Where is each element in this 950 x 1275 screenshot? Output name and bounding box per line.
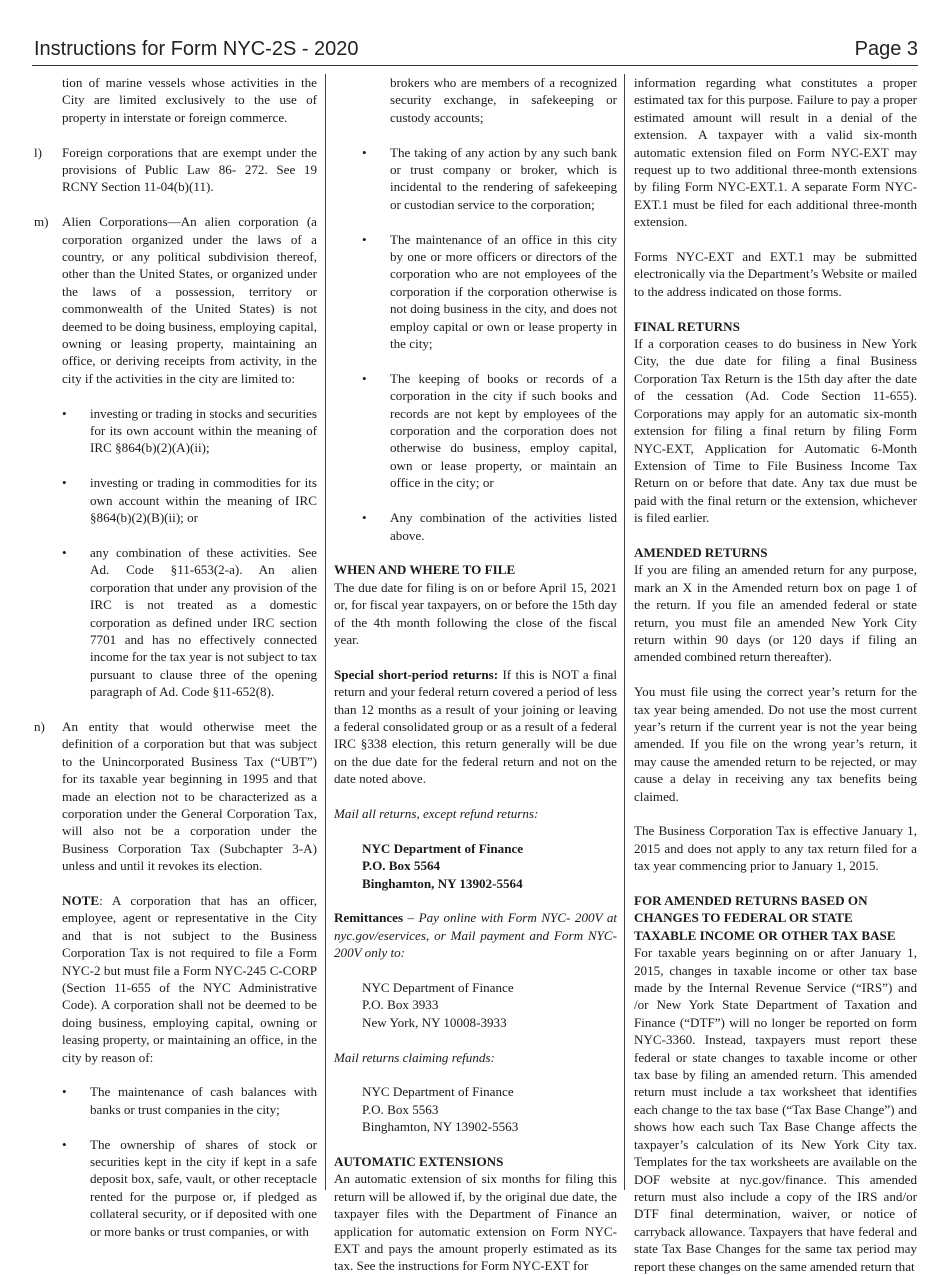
bullet-item: • The maintenance of cash balances with banks or trust companies in the city;: [62, 1084, 317, 1117]
address-line: P.O. Box 5563: [362, 1101, 439, 1117]
address-block: [334, 979, 617, 1031]
bct-text: The Business Corporation Tax is effective January 1, 2015 and does not apply to any tax return filed for a tax year commencing prior to January 1, 2015.: [634, 823, 917, 874]
address-line: New York, NY 10008-3933: [362, 1014, 507, 1030]
column-right: [634, 74, 917, 1274]
column-middle: [334, 74, 618, 1274]
address-line: P.O. Box 3933: [362, 997, 439, 1013]
amended-text: If you are filing an amended return for any purpose, mark an X in the Amended return box on page 1 of the return. If you file an amended federal or state return, you must file an amended New York City return within 90 days (or 120 days if filing an amended combined return thereafter).: [634, 562, 917, 665]
bullet-text: The ownership of shares of stock or securities kept in the city if kept in a safe deposit box, safe, vault, or other receptacle rented for the purpose or, if pledged as collateral security, or if deposited with one or more banks or trust companies, or with: [90, 1136, 317, 1239]
item-label: n): [34, 718, 45, 734]
dash: –: [403, 910, 419, 926]
extension-continuation: information regarding what constitutes a proper estimated tax for this purpose. Failure to pay a proper estimated amount will result in a denial of the extension. A taxpayer with a valid six-month automatic extension filed on Form NYC-EXT may request up to two additional three-month extensions by filing Form NYC-EXT.1. A separate Form NYC-EXT.1 must be filed for each additional three-month extension.: [634, 75, 917, 230]
list-item-n: [34, 718, 317, 875]
note-label: NOTE: [62, 892, 100, 908]
bullet-item: • any combination of these activities. See Ad. Code §11-653(2-a). An alien corporation that under any provision of the IRC is not treated as a domestic corporation as defined under IRC section 7701 and has no effectively connected income for the tax year is not subject to tax pursuant to clause three of the opening paragraph of Ad. Code §11-652(8).: [62, 544, 317, 700]
bullet-text: Any combination of the activities listed above.: [390, 510, 617, 543]
address-line: Binghamton, NY 13902-5564: [362, 875, 523, 891]
for-amended-text: For taxable years beginning on or after January 1, 2015, changes in taxable income or other tax base made by the Internal Revenue Service (“IRS”) and /or New York State Department of Taxation and Finance (“DTF”) will no longer be reported on form NYC-3360. Instead, taxpayers must report these federal or state changes to taxable income or other tax base by filing an amended return. This amended return must include a tax worksheet that identifies each change to the tax base (“Tax Base Change”) and shows how each such Tax Base Change affects the taxpayer’s calculation of its New York City tax. Templates for the tax worksheets are available on the DOF website at nyc.gov/finance. This amended return must also include a copy of the IRS and/or DTF final determination, waiver, or notice of carryback allowance. Taxpayers that have federal and state Tax Base Changes for the same tax period may report these changes on the same amended return that: [634, 945, 917, 1274]
section-heading: WHEN AND WHERE TO FILE: [334, 562, 516, 578]
address-block: [334, 1083, 617, 1135]
special-paragraph: [334, 666, 617, 788]
document-title: Instructions for Form NYC-2S - 2020: [34, 38, 359, 60]
section-heading: AUTOMATIC EXTENSIONS: [334, 1153, 504, 1169]
bullet-text: investing or trading in stocks and securities for its own account within the meaning of IRC §864(b)(2)(A)(ii);: [90, 405, 317, 456]
list-item-m: [34, 213, 317, 387]
bullet-continuation: brokers who are members of a recognized security exchange, in safekeeping or custody accounts;: [390, 75, 617, 125]
mail-refund-label: Mail returns claiming refunds:: [334, 1049, 495, 1065]
note-text: : A corporation that has an officer, employee, agent or representative in the City and that is not subject to the Business Corporation Tax is not required to file a Form NYC-2 but must file a Form NYC-245 C-CORP (Section 11-655 of the NYC Administrative Code). A corporation shall not be deemed to be doing business, employing capital, owning or leasing property, or maintaining an office, in the city by reason of:: [62, 892, 317, 1065]
page-header: [34, 38, 918, 64]
remittances-text: Pay online with Form NYC- 200V at nyc.gov/eservices, or Mail payment and Form NYC-200V only to:: [334, 910, 617, 961]
final-text: If a corporation ceases to do business in New York City, the due date for filing a final Business Corporation Tax Return is the 15th day after the date of the cessation (Ad. Code Section 11-655). Corporations may apply for an automatic six-month extension for filing a final return by filing Form NYC-EXT, Application for Automatic 6-Month Extension of Time to File Business Income Tax Return on or before that date. Any tax due must be paid with the final return or the extension, whichever is filed earlier.: [634, 336, 917, 526]
column-left: [34, 74, 317, 1239]
section-heading: FOR AMENDED RETURNS BASED ON CHANGES TO FEDERAL OR STATE TAXABLE INCOME OR OTHER TAX BASE: [634, 893, 896, 943]
list-item-l: [34, 144, 317, 196]
bullet-text: The maintenance of an office in this city by one or more officers or directors of the corporation who are not employees of the corporation if the corporation otherwise is not doing business in the city, and does not employ capital or own or lease property in the city;: [390, 231, 617, 352]
special-label: Special short-period returns:: [334, 666, 499, 682]
auto-text: An automatic extension of six months for filing this return will be allowed if, by the original due date, the taxpayer files with the Department of Finance an application for automatic extension on Form NYC-EXT and pays the amount properly estimated as its tax. See the instructions for Form NYC-EXT for: [334, 1171, 617, 1274]
remittances-label: Remittances: [334, 910, 404, 926]
bullet-text: The maintenance of cash balances with banks or trust companies in the city;: [90, 1084, 317, 1117]
bullet-item: • Any combination of the activities listed above.: [362, 510, 617, 543]
page-number: Page 3: [854, 38, 918, 60]
bullet-item: • investing or trading in stocks and securities for its own account within the meaning of IRC §864(b)(2)(A)(ii);: [62, 405, 317, 456]
section-heading: FINAL RETURNS: [634, 318, 740, 334]
bullet-item: • The ownership of shares of stock or securities kept in the city if kept in a safe deposit box, safe, vault, or other receptacle rented for the purpose or, if pledged as collateral security, or if deposited with one or more banks or trust companies, or with: [62, 1136, 317, 1239]
note-paragraph: [34, 892, 317, 1066]
section-heading: AMENDED RETURNS: [634, 544, 768, 560]
address-line: NYC Department of Finance: [362, 979, 514, 995]
bullet-text: any combination of these activities. See Ad. Code §11-653(2-a). An alien corporation that under any provision of the IRC is not treated as a domestic corporation as defined under IRC section 7701 and has no effectively connected income for the tax year is not subject to tax pursuant to clause three of the opening paragraph of Ad. Code §11-652(8).: [90, 544, 317, 700]
remittances-paragraph: [334, 909, 617, 961]
bullet-item: • The keeping of books or records of a corporation in the city if such books and records are not kept by employees of the corporation and the corporation does not otherwise do business, employ capital, own or lease property, or maintain an office in the city; or: [362, 370, 617, 491]
bullet-text: The keeping of books or records of a corporation in the city if such books and records are not kept by employees of the corporation and the corporation does not otherwise do business, employ capital, own or lease property, or maintain an office in the city; or: [390, 370, 617, 491]
address-line: NYC Department of Finance: [362, 840, 524, 856]
address-line: NYC Department of Finance: [362, 1084, 514, 1100]
forms-text: Forms NYC-EXT and EXT.1 may be submitted electronically via the Department’s Website or mailed to the address indicated on those forms.: [634, 249, 917, 299]
column-divider: [624, 74, 625, 1190]
item-text: An entity that would otherwise meet the definition of a corporation but that was subject to the Unincorporated Business Tax (“UBT”) for its taxable year beginning in 1995 and that made an election not to be characterized as a corporation under the General Corporation Tax, will also not be a corporation under the Business Corporation Tax (Subchapter 3-A) unless and until it revokes its election.: [62, 718, 317, 874]
bullet-item: • investing or trading in commodities for its own account within the meaning of IRC §864(b)(2)(B)(ii); or: [62, 475, 317, 526]
address-line: Binghamton, NY 13902-5563: [362, 1119, 519, 1135]
item-label: m): [34, 214, 49, 230]
bullet-item: • The taking of any action by any such bank or trust company or broker, which is incidental to the rendering of safekeeping or custodian service to the corporation;: [362, 144, 617, 212]
item-label: l): [34, 144, 42, 160]
bullet-text: The taking of any action by any such bank or trust company or broker, which is incidental to the rendering of safekeeping or custodian service to the corporation;: [390, 144, 617, 212]
correct-year-text: You must file using the correct year’s return for the tax year being amended. Do not use the most current year’s return if the current year is not the year being amended. If you file on the wrong year’s return, it may cause the amended return to be rejected, or may cause a delay in receiving any tax benefits being claimed.: [634, 684, 917, 804]
address-block: [334, 840, 617, 892]
bullet-item: • The maintenance of an office in this city by one or more officers or directors of the corporation who are not employees of the corporation if the corporation otherwise is not doing business in the city, and does not employ capital or own or lease property in the city;: [362, 231, 617, 352]
item-text: Foreign corporations that are exempt under the provisions of Public Law 86- 272. See 19 RCNY Section 11-04(b)(11).: [62, 144, 317, 195]
special-text: If this is NOT a final return and your federal return covered a period of less than 12 months as a result of your joining or leaving a federal consolidated group or as a result of a federal IRC §338 election, this return generally will be due on the due date for the federal return and not on the date noted above.: [334, 666, 618, 787]
item-k-continuation: tion of marine vessels whose activities in the City are limited exclusively to the use of property in interstate or foreign commerce.: [62, 75, 317, 125]
address-line: P.O. Box 5564: [362, 858, 441, 874]
bullet-text: investing or trading in commodities for its own account within the meaning of IRC §864(b)(2)(B)(ii); or: [90, 475, 317, 526]
item-text: Alien Corporations—An alien corporation (a corporation organized under the laws of a country, or any political subdivision thereof, other than the United States, or organized under the laws of a possession, territory or commonwealth of the United States) is not deemed to be doing business, employing capital, owning or leasing property, maintaining an office, or deriving receipts from activity, in the city if the activities in the city are limited to:: [62, 214, 317, 386]
mail-all-label: Mail all returns, except refund returns:: [334, 805, 539, 821]
header-rule: [32, 65, 918, 66]
column-divider: [325, 74, 326, 1190]
when-text: The due date for filing is on or before April 15, 2021 or, for fiscal year taxpayers, on or before the 15th day of the 4th month following the close of the fiscal year.: [334, 579, 617, 647]
